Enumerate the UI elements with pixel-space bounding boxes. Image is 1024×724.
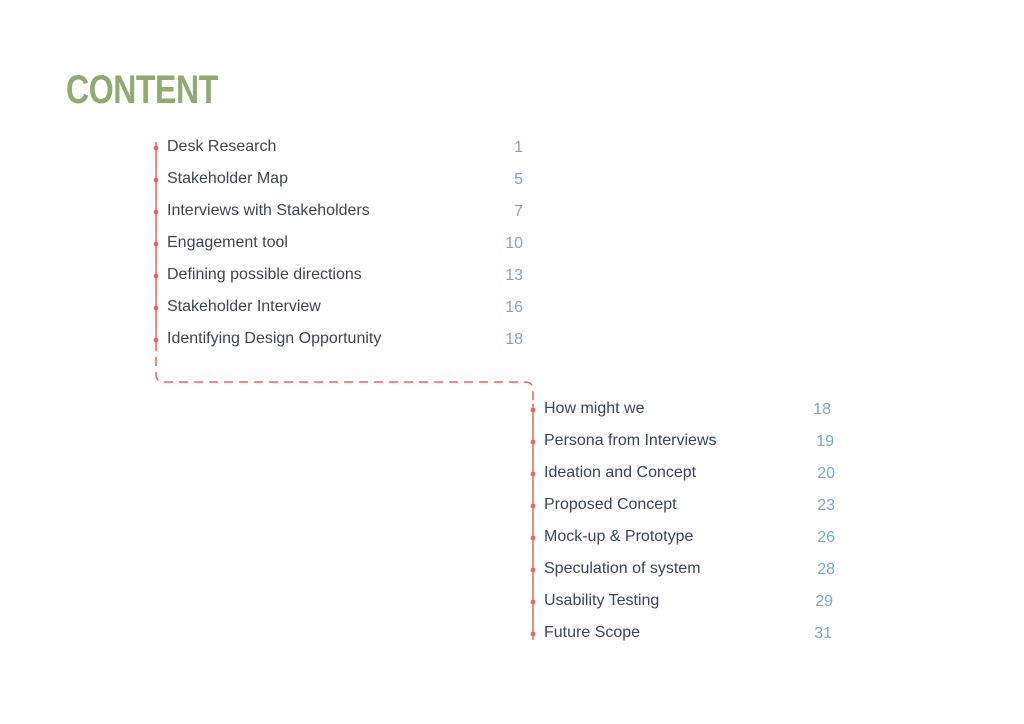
toc-entry-label: Interviews with Stakeholders bbox=[167, 202, 370, 219]
bullet-dot bbox=[531, 536, 536, 541]
toc-entry-label: How might we bbox=[544, 400, 645, 417]
toc-entry-label: Speculation of system bbox=[544, 560, 701, 577]
toc-entry-label: Persona from Interviews bbox=[544, 432, 717, 449]
toc-entry-label: Identifying Design Opportunity bbox=[167, 330, 382, 347]
toc-entry-label: Desk Research bbox=[167, 138, 277, 155]
toc-entry-page-number: 7 bbox=[514, 203, 523, 220]
toc-entry[interactable] bbox=[167, 231, 523, 255]
toc-entry-page-number: 5 bbox=[514, 171, 523, 188]
toc-entry[interactable] bbox=[167, 327, 523, 351]
toc-entry-page-number: 10 bbox=[505, 235, 523, 252]
bullet-dot bbox=[154, 338, 159, 343]
dashed-connector bbox=[156, 342, 533, 404]
toc-entry-page-number: 31 bbox=[814, 625, 832, 642]
toc-entry-page-number: 28 bbox=[817, 561, 835, 578]
bullet-dot bbox=[531, 504, 536, 509]
toc-entry[interactable] bbox=[167, 295, 523, 319]
toc-entry-page-number: 23 bbox=[817, 497, 835, 514]
toc-entry-page-number: 26 bbox=[817, 529, 835, 546]
toc-entry-page-number: 19 bbox=[816, 433, 834, 450]
toc-entry[interactable] bbox=[544, 397, 835, 421]
bullet-dot bbox=[154, 210, 159, 215]
bullet-dot bbox=[531, 440, 536, 445]
toc-entry-label: Stakeholder Map bbox=[167, 170, 288, 187]
toc-entry-page-number: 18 bbox=[505, 331, 523, 348]
toc-entry[interactable] bbox=[544, 493, 835, 517]
bullet-dot bbox=[531, 472, 536, 477]
bullet-dot bbox=[531, 568, 536, 573]
toc-entry-page-number: 20 bbox=[817, 465, 835, 482]
toc-entry-label: Usability Testing bbox=[544, 592, 660, 609]
toc-entry[interactable] bbox=[544, 525, 835, 549]
toc-entry[interactable] bbox=[544, 621, 835, 645]
bullet-dot bbox=[154, 178, 159, 183]
toc-entry[interactable] bbox=[544, 461, 835, 485]
bullet-dot bbox=[531, 632, 536, 637]
toc-entry[interactable] bbox=[544, 429, 835, 453]
toc-entry-label: Stakeholder Interview bbox=[167, 298, 321, 315]
bullet-dot bbox=[154, 146, 159, 151]
toc-entry-page-number: 29 bbox=[815, 593, 833, 610]
toc-entry[interactable] bbox=[544, 589, 835, 613]
bullet-dot bbox=[531, 408, 536, 413]
toc-entry[interactable] bbox=[167, 167, 523, 191]
toc-entry-label: Defining possible directions bbox=[167, 266, 362, 283]
bullet-dot bbox=[154, 306, 159, 311]
bullet-dot bbox=[531, 600, 536, 605]
toc-entry[interactable] bbox=[167, 263, 523, 287]
toc-entry-page-number: 16 bbox=[505, 299, 523, 316]
toc-entry-label: Proposed Concept bbox=[544, 496, 677, 513]
toc-entry-page-number: 13 bbox=[505, 267, 523, 284]
toc-entry-label: Mock-up & Prototype bbox=[544, 528, 694, 545]
toc-entry[interactable] bbox=[544, 557, 835, 581]
bullet-dot bbox=[154, 274, 159, 279]
toc-entry[interactable] bbox=[167, 135, 523, 159]
toc-entry[interactable] bbox=[167, 199, 523, 223]
toc-entry-label: Engagement tool bbox=[167, 234, 288, 251]
toc-entry-page-number: 1 bbox=[514, 139, 523, 156]
bullet-dot bbox=[154, 242, 159, 247]
toc-entry-page-number: 18 bbox=[813, 401, 831, 418]
toc-entry-label: Future Scope bbox=[544, 624, 641, 641]
toc-entry-label: Ideation and Concept bbox=[544, 464, 697, 481]
page-title: CONTENT bbox=[66, 68, 218, 112]
